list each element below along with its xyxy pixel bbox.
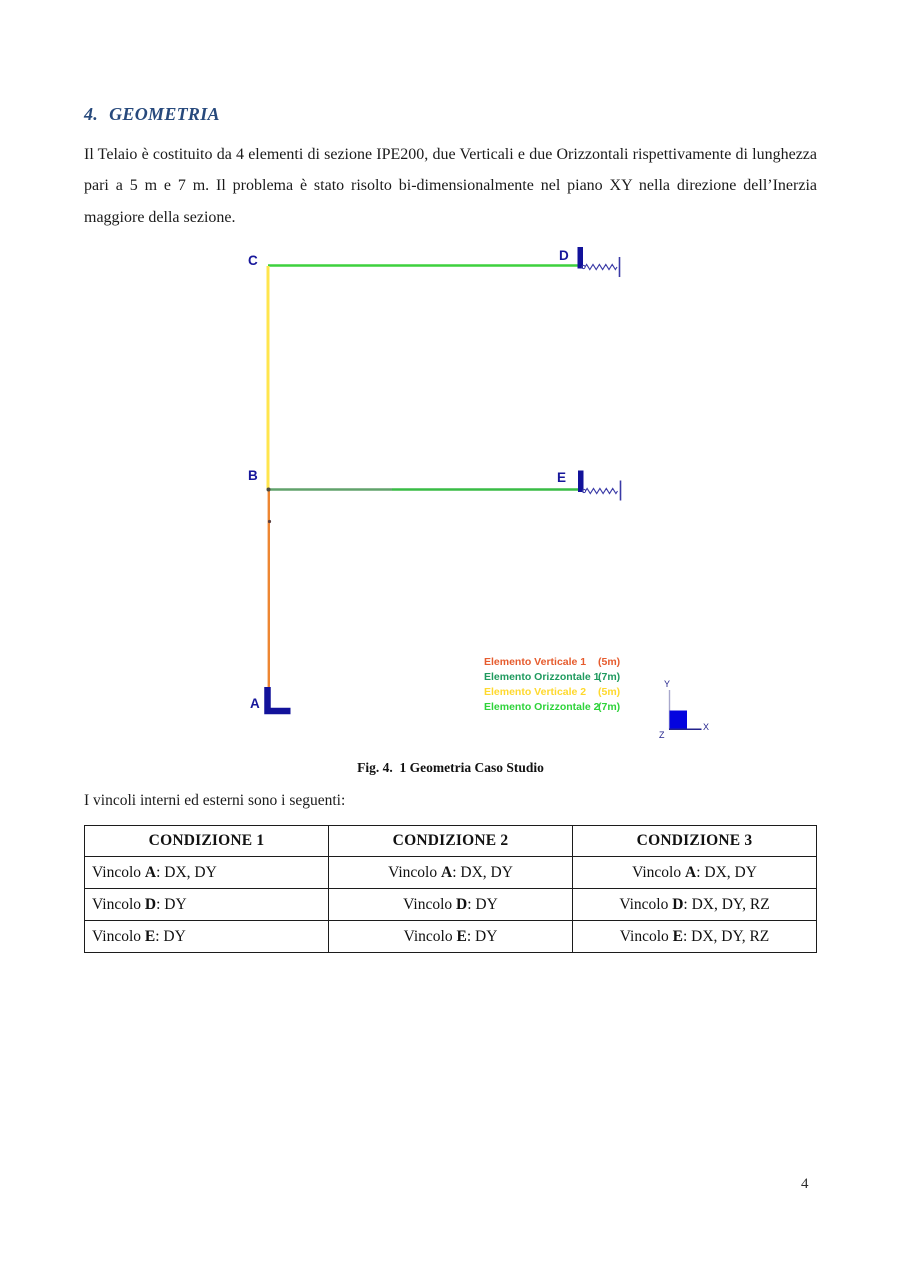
cell-rest: : DX, DY	[696, 863, 757, 881]
frame-diagram-graphics	[0, 240, 900, 750]
constraints-intro-text: I vincoli interni ed esterni sono i seguenti:	[84, 792, 346, 809]
legend-item-name: Elemento Verticale 1	[484, 656, 587, 668]
cell-rest: : DX, DY, RZ	[682, 927, 770, 945]
spring-hinge-e	[582, 489, 585, 492]
node-label-a: A	[250, 696, 260, 711]
cell-prefix: Vincolo	[92, 927, 145, 945]
table-row	[85, 889, 817, 921]
legend-item	[484, 670, 620, 685]
spring-e	[586, 488, 618, 493]
legend-item-length: (5m)	[598, 686, 621, 698]
support-bar-d	[578, 247, 584, 269]
support-a	[268, 687, 291, 711]
table-cell	[573, 857, 817, 889]
cell-rest: : DY	[467, 895, 498, 913]
axis-label-y: Y	[664, 679, 671, 689]
table-header-row	[85, 826, 817, 857]
legend-item-length: (7m)	[598, 671, 621, 683]
cell-rest: : DY	[156, 895, 187, 913]
cell-prefix: Vincolo	[92, 863, 145, 881]
cell-prefix: Vincolo	[619, 927, 673, 945]
constraints-table	[84, 825, 817, 953]
cell-node: A	[684, 863, 697, 881]
table-row	[85, 857, 817, 889]
spring-d	[585, 264, 617, 269]
support-bar-e	[578, 471, 584, 493]
cell-rest: : DX, DY	[156, 863, 217, 881]
section-title: GEOMETRIA	[109, 104, 220, 124]
node-label-b: B	[248, 468, 258, 483]
spring-hinge-d	[582, 265, 585, 268]
legend-item-length: (7m)	[598, 701, 621, 713]
cell-node: E	[144, 927, 156, 945]
cell-node: E	[456, 927, 467, 945]
table-cell	[85, 921, 329, 953]
cell-prefix: Vincolo	[619, 895, 673, 913]
cell-prefix: Vincolo	[92, 895, 145, 913]
cell-prefix: Vincolo	[388, 863, 441, 881]
table-cell	[573, 921, 817, 953]
table-row	[85, 921, 817, 953]
legend-item-name: Elemento Orizzontale 1	[484, 671, 600, 683]
cell-rest: : DX, DY, RZ	[683, 895, 770, 913]
legend-item-name: Elemento Orizzontale 2	[484, 701, 600, 713]
table-cell	[573, 889, 817, 921]
mid-node-marker	[268, 520, 271, 523]
axis-label-x: X	[703, 722, 710, 732]
node-label-e: E	[557, 470, 567, 485]
cell-prefix: Vincolo	[403, 927, 457, 945]
axis-origin-square	[670, 711, 688, 730]
legend-item	[484, 655, 620, 670]
axis-label-z: Z	[659, 730, 665, 740]
cell-node: A	[144, 863, 157, 881]
section-number: 4.	[84, 104, 99, 124]
cell-rest: : DY	[466, 927, 498, 945]
figure-legend	[484, 655, 620, 715]
figure-caption: Fig. 4. 1 Geometria Caso Studio	[357, 760, 544, 775]
body-paragraph: Il Telaio è costituito da 4 elementi di sezione IPE200, due Verticali e due Orizzontali rispettivamente di lunghezza pari a 5 m e 7 m. Il problema è stato risolto bi-dimensionalmente nel piano XY nella direzione dell’Inerzia maggiore della sezione.	[84, 146, 817, 226]
page-number: 4	[801, 1176, 809, 1192]
cell-node: A	[440, 863, 453, 881]
cell-node: D	[144, 895, 157, 913]
table-header-condizione-2: CONDIZIONE 2	[329, 826, 573, 857]
frame-geometry-figure	[0, 240, 900, 750]
table-cell	[85, 857, 329, 889]
cell-prefix: Vincolo	[403, 895, 457, 913]
table-header-condizione-3: CONDIZIONE 3	[573, 826, 817, 857]
section-heading	[84, 104, 220, 125]
legend-item-name: Elemento Verticale 2	[484, 686, 587, 698]
table-header-condizione-1: CONDIZIONE 1	[85, 826, 329, 857]
node-label-d: D	[559, 248, 569, 263]
table-cell	[85, 889, 329, 921]
legend-item	[484, 685, 620, 700]
node-label-c: C	[248, 253, 258, 268]
cell-node: D	[456, 895, 468, 913]
legend-item-length: (5m)	[598, 656, 621, 668]
cell-node: D	[672, 895, 684, 913]
table-cell	[329, 857, 573, 889]
cell-rest: : DX, DY	[452, 863, 513, 881]
table-cell	[329, 921, 573, 953]
node-b-marker	[267, 488, 271, 492]
legend-item	[484, 700, 620, 715]
cell-prefix: Vincolo	[632, 863, 685, 881]
table-cell	[329, 889, 573, 921]
cell-node: E	[672, 927, 683, 945]
cell-rest: : DY	[155, 927, 186, 945]
